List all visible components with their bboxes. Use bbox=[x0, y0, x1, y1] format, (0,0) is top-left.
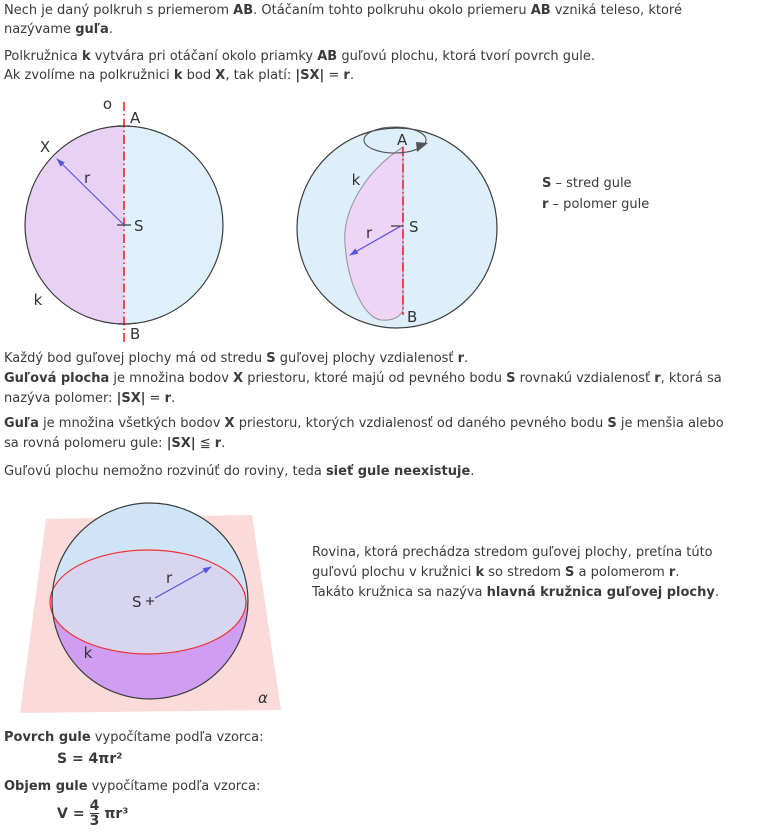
diagram-semicircle bbox=[0, 96, 300, 352]
volume-formula bbox=[57, 799, 128, 829]
label-radius-r: r bbox=[84, 169, 91, 187]
label-point-x: X bbox=[39, 138, 51, 156]
label-point-b: B bbox=[130, 325, 141, 343]
label-plane-alpha: α bbox=[258, 689, 268, 707]
surface-formula-text: S = 4πr² bbox=[57, 751, 123, 767]
paragraph-intro: Nech je daný polkruh s priemerom AB. Otáčaním tohto polkruhu okolo priemeru AB vzniká teleso, ktoré nazývame guľa. bbox=[4, 3, 682, 37]
volume-lhs: V bbox=[57, 806, 68, 822]
surface-formula-label: Povrch gule vypočítame podľa vzorca: bbox=[4, 730, 264, 745]
label-arc-k: k bbox=[33, 291, 43, 309]
paragraph-sphere-definition: Guľa je množina všetkých bodov X priestoru, ktorých vzdialenosť od daného pevného bodu S je menšia alebo sa rovná polomeru gule: |SX| ≦ r. bbox=[4, 416, 724, 451]
label-circle-k: k bbox=[83, 644, 93, 662]
label-center-s: S bbox=[409, 218, 419, 236]
label-point-a: A bbox=[397, 131, 408, 149]
label-arc-k: k bbox=[351, 171, 361, 189]
fraction-denominator: 3 bbox=[89, 813, 100, 829]
label-point-a: A bbox=[130, 109, 141, 127]
paragraph-net-note: Guľovú plochu nemožno rozvinúť do roviny, teda sieť gule neexistuje. bbox=[4, 464, 475, 479]
label-axis-o: o bbox=[102, 95, 112, 113]
volume-fraction bbox=[90, 799, 100, 829]
legend-center-radius: S – stred gule r – polomer gule bbox=[542, 176, 650, 212]
diagram-sphere-rotation bbox=[290, 96, 520, 352]
paragraph-distance-definition: Každý bod guľovej plochy má od stredu S guľovej plochy vzdialenosť r. Guľová plocha je množina bodov X priestoru, ktoré majú od pevného bodu S rovnakú vzdialenosť r, ktorá sa nazýva polomer: |SX| = r. bbox=[4, 351, 722, 406]
label-point-b: B bbox=[407, 308, 418, 326]
main-circle-ellipse bbox=[50, 550, 246, 654]
volume-tail: πr³ bbox=[104, 806, 129, 822]
label-center-s: S bbox=[134, 217, 144, 235]
label-center-s: S bbox=[132, 593, 142, 611]
fraction-numerator: 4 bbox=[89, 798, 100, 814]
volume-equals: = bbox=[72, 806, 85, 822]
volume-formula-label: Objem gule vypočítame podľa vzorca: bbox=[4, 779, 261, 794]
label-radius-r: r bbox=[166, 569, 173, 587]
paragraph-semicircle: Polkružnica k vytvára pri otáčaní okolo priamky AB guľovú plochu, ktorá tvorí povrch gule. Ak zvolíme na polkružnici k bod X, tak platí: |SX| = r. bbox=[4, 49, 595, 83]
label-radius-r: r bbox=[366, 224, 373, 242]
diagram-main-circle bbox=[15, 495, 305, 727]
paragraph-main-circle: Rovina, ktorá prechádza stredom guľovej plochy, pretína túto guľovú plochu v kružnici k so stredom S a polomerom r. Takáto kružnica sa nazýva hlavná kružnica guľovej plochy. bbox=[312, 545, 719, 600]
surface-formula bbox=[57, 751, 122, 767]
